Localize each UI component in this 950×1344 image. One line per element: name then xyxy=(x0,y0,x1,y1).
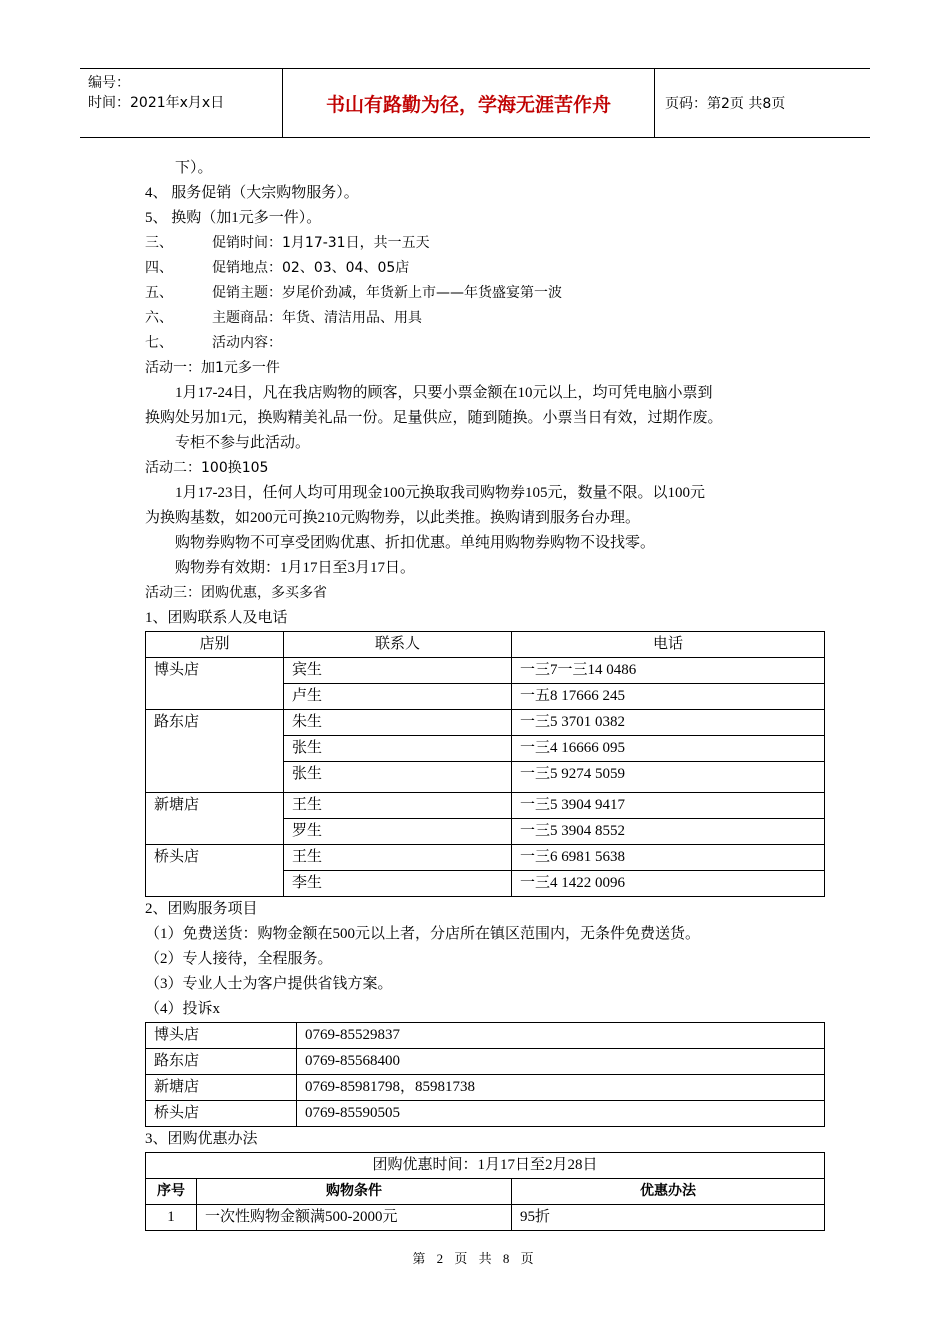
section-heading: 七、 活动内容： xyxy=(145,335,282,351)
contact-phone: 一三7一三14 0486 xyxy=(512,658,825,684)
section-heading: 六、 主题商品：年货、清洁用品、用具 xyxy=(145,310,422,326)
contact-phone: 一三5 3904 8552 xyxy=(512,819,825,845)
service-item: （1）免费送货：购物金额在500元以上者，分店所在镇区范围内，无条件免费送货。 xyxy=(145,926,701,942)
paragraph-line: 换购处另加1元，换购精美礼品一份。足量供应，随到随换。小票当日有效，过期作废。 xyxy=(145,410,723,426)
activity-title: 活动一：加1元多一件 xyxy=(145,360,280,376)
table-row xyxy=(146,1205,825,1231)
store-cell: 新塘店 xyxy=(146,793,284,845)
complaint-table xyxy=(145,1022,825,1127)
table-header-row xyxy=(146,1179,825,1205)
column-header: 店别 xyxy=(146,632,284,658)
document-body xyxy=(145,156,825,1231)
contact-name: 张生 xyxy=(284,736,512,762)
section-heading: 五、 促销主题：岁尾价劲减，年货新上市——年货盛宴第一波 xyxy=(145,285,562,301)
page-header xyxy=(80,68,870,138)
section-heading: 三、 促销时间：1月17-31日，共一五天 xyxy=(145,235,430,251)
contact-phone: 一三5 3904 9417 xyxy=(512,793,825,819)
table-row xyxy=(146,1023,825,1049)
serial-label: 编号： xyxy=(88,75,130,91)
page-footer: 第 2 页 共 8 页 xyxy=(412,1251,538,1266)
header-page-label: 页码：第2页 共8页 xyxy=(665,96,786,112)
phone-cell: 0769-85981798，85981738 xyxy=(297,1075,825,1101)
store-cell: 桥头店 xyxy=(146,1101,297,1127)
section-heading: 四、 促销地点：02、03、04、05店 xyxy=(145,260,410,276)
column-header: 电话 xyxy=(512,632,825,658)
contact-name: 张生 xyxy=(284,762,512,793)
paragraph-line: 1月17-23日，任何人均可用现金100元换取我司购物券105元，数量不限。以100元 xyxy=(175,485,705,501)
contact-name: 朱生 xyxy=(284,710,512,736)
phone-cell: 0769-85590505 xyxy=(297,1101,825,1127)
table-header-row xyxy=(146,632,825,658)
phone-cell: 0769-85568400 xyxy=(297,1049,825,1075)
column-header: 优惠办法 xyxy=(512,1179,825,1205)
discount-table xyxy=(145,1152,825,1231)
contact-phone: 一三4 16666 095 xyxy=(512,736,825,762)
header-meta xyxy=(80,69,283,137)
column-header: 联系人 xyxy=(284,632,512,658)
time-label: 时间：2021年x月x日 xyxy=(88,95,225,111)
paragraph-line: 购物券购物不可享受团购优惠、折扣优惠。单纯用购物券购物不设找零。 xyxy=(175,535,656,551)
table-row xyxy=(146,1049,825,1075)
store-cell: 新塘店 xyxy=(146,1075,297,1101)
store-cell: 路东店 xyxy=(146,710,284,793)
paragraph-line: 1月17-24日，凡在我店购物的顾客，只要小票金额在10元以上，均可凭电脑小票到 xyxy=(175,385,713,401)
service-item: （2）专人接待，全程服务。 xyxy=(145,951,333,967)
store-cell: 路东店 xyxy=(146,1049,297,1075)
activity-title: 活动三：团购优惠，多买多省 xyxy=(145,585,327,601)
condition-cell: 一次性购物金额满500-2000元 xyxy=(197,1205,512,1231)
contact-name: 罗生 xyxy=(284,819,512,845)
contact-name: 李生 xyxy=(284,871,512,897)
column-header: 购物条件 xyxy=(197,1179,512,1205)
contact-name: 宾生 xyxy=(284,658,512,684)
table-row xyxy=(146,710,825,736)
table-row xyxy=(146,845,825,871)
text-line: 下）。 xyxy=(175,160,213,176)
store-cell: 博头店 xyxy=(146,658,284,710)
table-row xyxy=(146,1101,825,1127)
contact-table xyxy=(145,631,825,897)
service-item: （4）投诉x xyxy=(145,1001,221,1017)
method-cell: 95折 xyxy=(512,1205,825,1231)
contact-phone: 一五8 17666 245 xyxy=(512,684,825,710)
table-row xyxy=(146,1153,825,1179)
contact-phone: 一三5 9274 5059 xyxy=(512,762,825,793)
paragraph-line: 购物券有效期：1月17日至3月17日。 xyxy=(175,560,416,576)
subheading: 2、团购服务项目 xyxy=(145,901,258,917)
activity-title: 活动二：100换105 xyxy=(145,460,269,476)
store-cell: 博头店 xyxy=(146,1023,297,1049)
subheading: 1、团购联系人及电话 xyxy=(145,610,288,626)
paragraph-line: 专柜不参与此活动。 xyxy=(175,435,311,451)
contact-phone: 一三4 1422 0096 xyxy=(512,871,825,897)
text-line: 5、 换购（加1元多一件）。 xyxy=(145,210,322,226)
column-header: 序号 xyxy=(146,1179,197,1205)
contact-phone: 一三5 3701 0382 xyxy=(512,710,825,736)
row-number: 1 xyxy=(146,1205,197,1231)
table-row xyxy=(146,793,825,819)
header-motto: 书山有路勤为径，学海无涯苦作舟 xyxy=(283,69,655,137)
table-row xyxy=(146,1075,825,1101)
contact-name: 王生 xyxy=(284,793,512,819)
contact-phone: 一三6 6981 5638 xyxy=(512,845,825,871)
phone-cell: 0769-85529837 xyxy=(297,1023,825,1049)
text-line: 4、 服务促销（大宗购物服务）。 xyxy=(145,185,359,201)
contact-name: 王生 xyxy=(284,845,512,871)
discount-period: 团购优惠时间：1月17日至2月28日 xyxy=(146,1153,825,1179)
store-cell: 桥头店 xyxy=(146,845,284,897)
subheading: 3、团购优惠办法 xyxy=(145,1131,258,1147)
contact-name: 卢生 xyxy=(284,684,512,710)
paragraph-line: 为换购基数，如200元可换210元购物券，以此类推。换购请到服务台办理。 xyxy=(145,510,641,526)
table-row xyxy=(146,658,825,684)
service-item: （3）专业人士为客户提供省钱方案。 xyxy=(145,976,393,992)
